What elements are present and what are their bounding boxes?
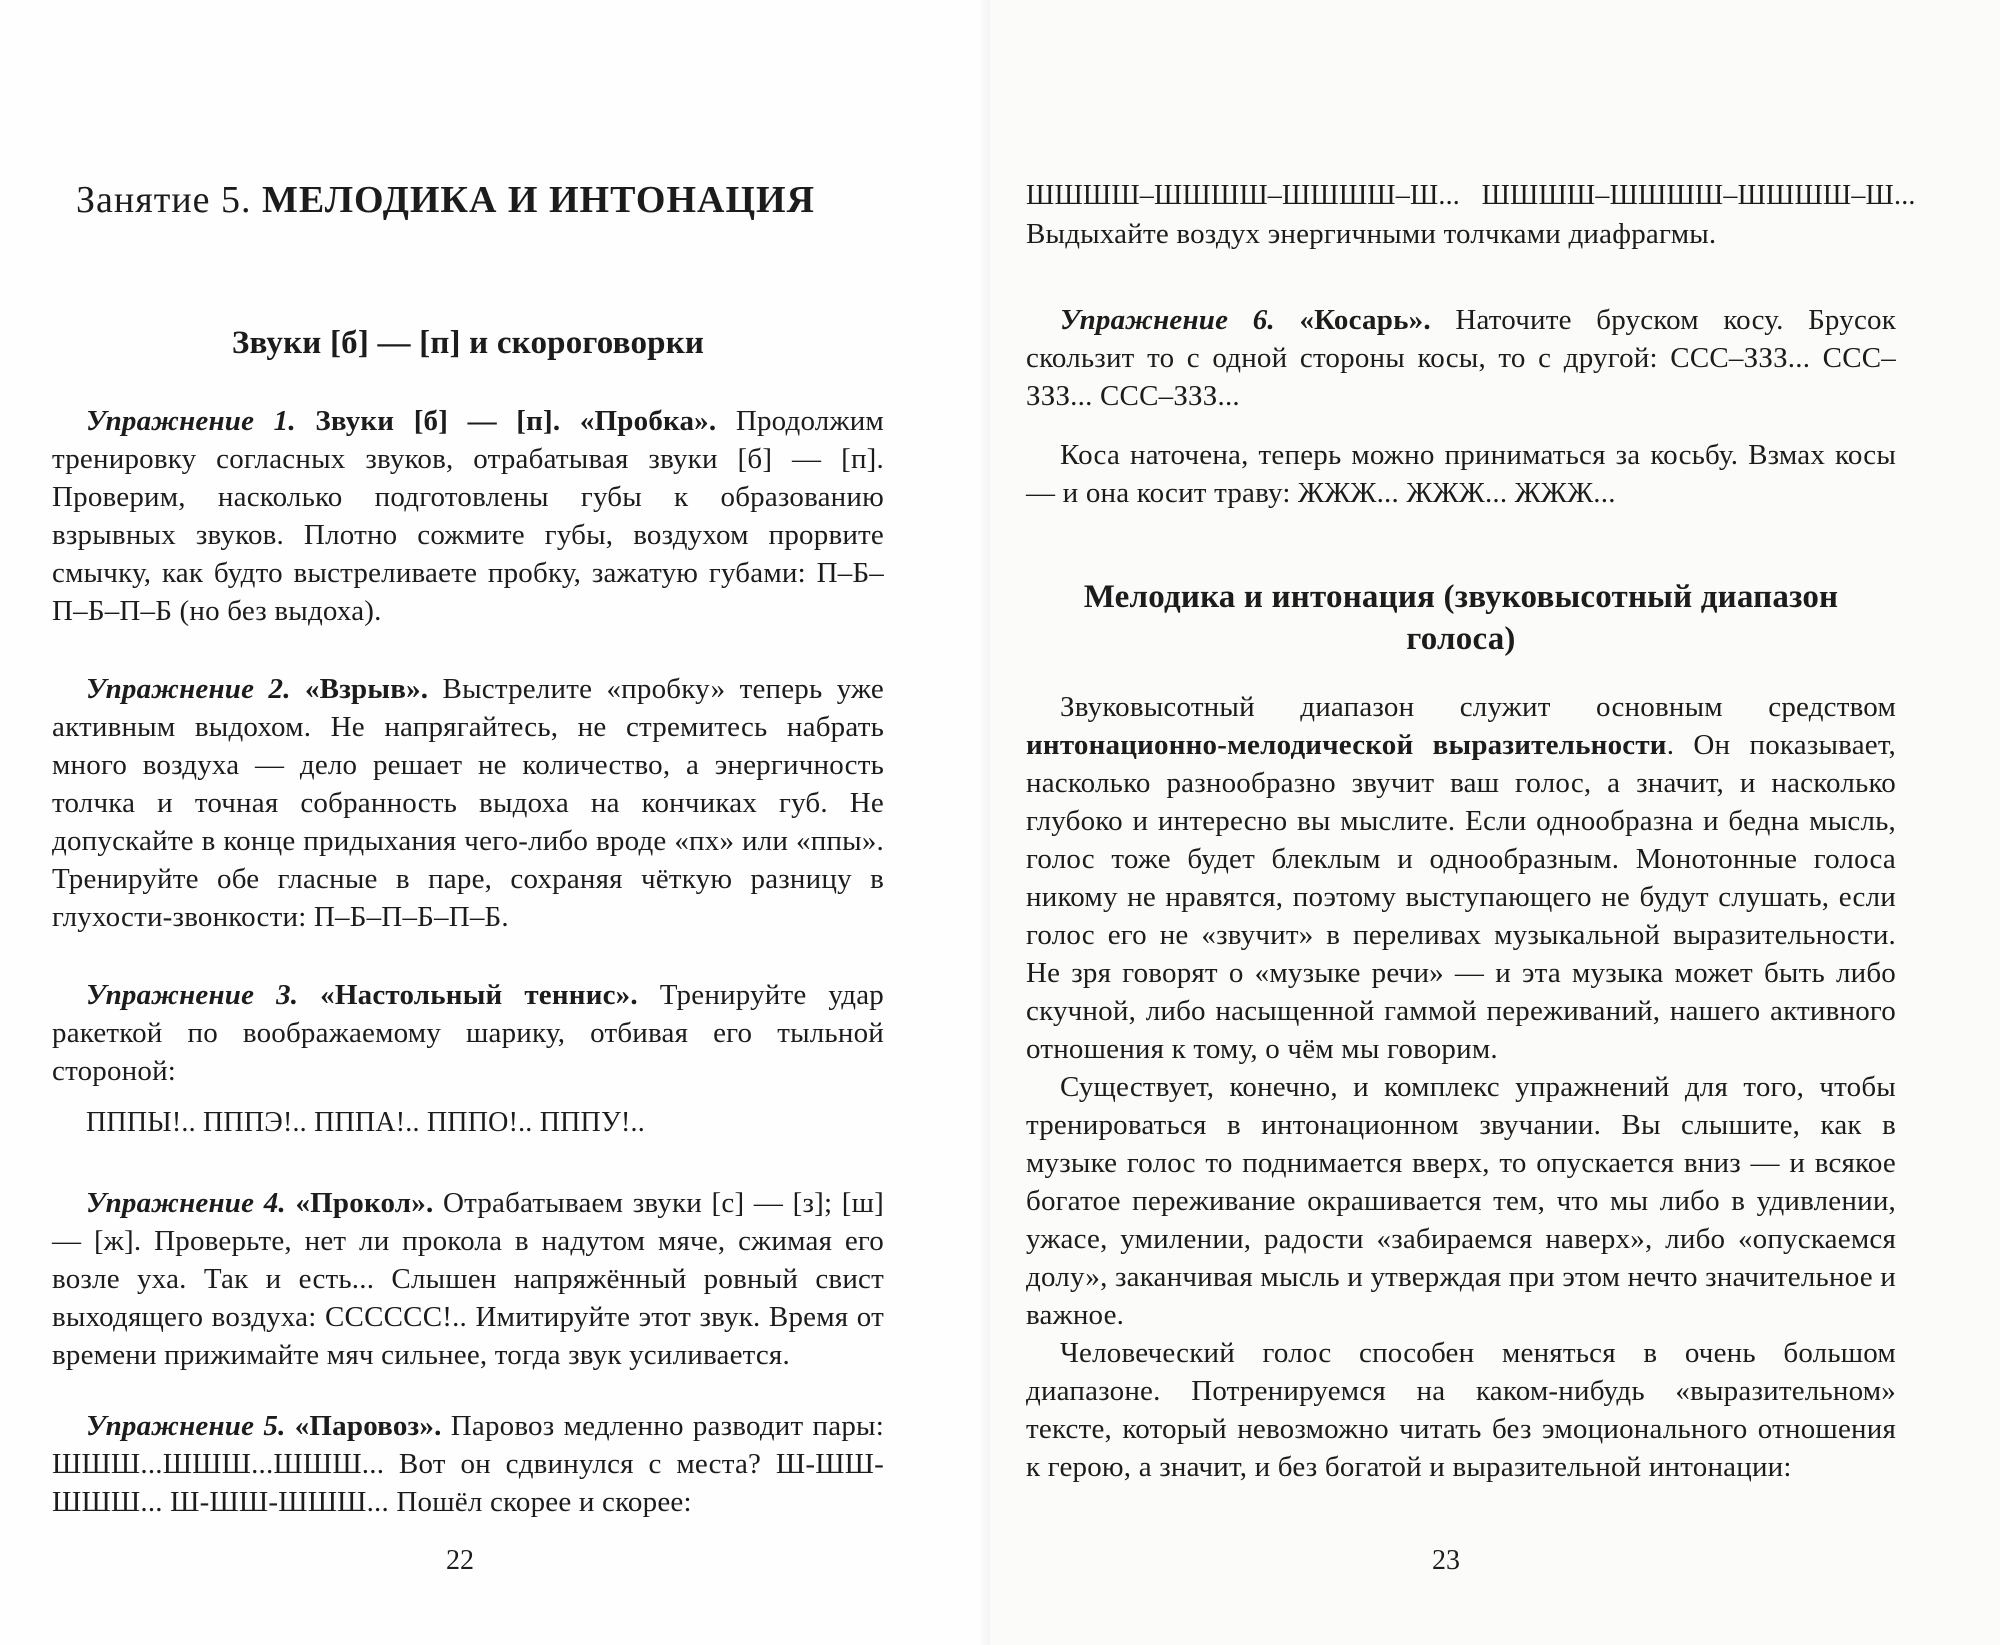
paragraph-exercises: Существует, конечно, и комплекс упражнений для того, чтобы тренироваться в интонационном звучании. Вы слышите, как в музыке голос то поднимается вверх, то опускается вниз — и всякое богатое переживание окрашивается тем, что мы либо в удивлении, ужасе, умилении, радости «забираемся наверх», либо «опускаемся долу», заканчивая мысль и утверждая при этом нечто значительное и важное. — [1026, 1071, 1896, 1331]
exercise-label: Упражнение 2. — [86, 673, 291, 705]
exercise-2 — [52, 670, 884, 936]
exercise-4 — [52, 1184, 884, 1374]
exercise-label: Упражнение 4. — [86, 1187, 286, 1219]
exercise-6 — [1026, 301, 1896, 415]
exercise-5-continuation — [1026, 177, 1916, 253]
section-title-melody: Мелодика и интонация (звуковысотный диапазон голоса) — [1083, 579, 1839, 657]
exercise-text: Продолжим тренировку согласных звуков, отрабатывая звуки [б] — [п]. Проверим, насколько подготовлены губы к образованию взрывных звуков. Плотно сожмите губы, воздухом прорвите смычку, как будто выстреливаете пробку, зажатую губами: П–Б–П–Б–П–Б (но без выдоха). — [52, 405, 884, 627]
page-number: 22 — [446, 1545, 474, 1576]
bold-term: интонационно-мелодической выразительности — [1026, 729, 1667, 761]
exercise-text: Наточите бруском косу. Брусок скользит то с одной стороны косы, то с другой: ССС–ЗЗЗ... ССС–ЗЗЗ... ССС–ЗЗЗ... — [1026, 304, 1897, 412]
exercise-3-sounds: ПППЫ!.. ПППЭ!.. ПППА!.. ПППО!.. ПППУ!.. — [86, 1107, 645, 1138]
exercise-3 — [52, 976, 884, 1090]
exercise-text: Выстрелите «пробку» теперь уже активным выдохом. Не напрягайтесь, не стремитесь набрать много воздуха — дело решает не количество, а энергичность толчка и точная собранность выдоха на кончиках губ. Не допускайте в конце придыхания чего-либо вроде «пх» или «ппы». Тренируйте обе гласные в паре, сохраняя чёткую разницу в глухости-звонкости: П–Б–П–Б–П–Б. — [52, 673, 884, 933]
exercise-name: «Взрыв». — [304, 673, 429, 705]
lesson-title-text: МЕЛОДИКА И ИНТОНАЦИЯ — [262, 179, 816, 221]
exercise-6-text2: Коса наточена, теперь можно приниматься за косьбу. Взмах косы — и она косит траву: ЖЖЖ... ЖЖЖ... ЖЖЖ... — [1026, 439, 1896, 509]
right-page — [990, 0, 2000, 1645]
exercise-label: Упражнение 3. — [86, 979, 299, 1011]
exercise-label: Упражнение 1. — [86, 405, 296, 437]
exercise-text: Паровоз медленно разводит пары: ШШШ...ШШШ...ШШШ... Вот он сдвинулся с места? Ш-ШШ-ШШШ... Ш-ШШ-ШШШ... Пошёл скорее и скорее: — [52, 1410, 884, 1518]
exercise-name: «Прокол». — [295, 1187, 434, 1219]
page-number: 23 — [1432, 1545, 1460, 1576]
lesson-prefix: Занятие 5. — [76, 179, 252, 221]
exercise-name: Звуки [б] — [п]. «Пробка». — [315, 405, 717, 437]
left-page — [0, 0, 990, 1645]
exercise-label: Упражнение 5. — [86, 1410, 286, 1442]
section-title-sounds: Звуки [б] — [п] и скороговорки — [231, 325, 705, 361]
exercise-name: «Паровоз». — [294, 1410, 442, 1442]
paragraph-voice: Человеческий голос способен меняться в очень большом диапазоне. Потренируемся на каком-нибудь «выразительном» тексте, который невозможно читать без эмоционального отношения к герою, а значит, и без богатой и выразительной интонации: — [1026, 1337, 1896, 1483]
exercise-text: Отрабатываем звуки [с] — [з]; [ш] — [ж]. Проверьте, нет ли прокола в надутом мяче, сжимая его возле уха. Так и есть... Слышен напряжённый ровный свист выходящего воздуха: СССССС!.. Имитируйте этот звук. Время от времени прижимайте мяч сильнее, тогда звук усиливается. — [52, 1187, 885, 1371]
exercise-5 — [52, 1407, 884, 1521]
exercise-name: «Косарь». — [1299, 304, 1431, 336]
exercise-label: Упражнение 6. — [1060, 304, 1275, 336]
paragraph-range: Звуковысотный диапазон служит основным средством интонационно-мелодической выразительности. Он показывает, насколько разнообразно звучит ваш голос, а значит, и насколько глубоко и интересно вы мыслите. Если однообразна и бедна мысль, голос тоже будет блеклым и однообразным. Монотонные голоса никому не нравятся, поэтому выступающего не будут слушать, если голос его не «звучит» в переливах музыкальной выразительности. Не зря говорят о «музыке речи» — и эта музыка может быть либо скучной, либо насыщенной гаммой переживаний, нашего активного отношения к тому, о чём мы говорим. Существует, конечно, и комплекс упражнений для того, чтобы тренироваться в интонационном звучании. Вы слышите, как в музыке голос то поднимается вверх, то опускается вниз — и всякое богатое переживание окрашивается тем, что мы либо в удивлении, ужасе, умилении, радости «забираемся наверх», либо «опускаемся долу», заканчивая мысль и утверждая при этом нечто значительное и важное. Человеческий голос способен меняться в очень большом диапазоне. Потренируемся на каком-нибудь «выразительном» тексте, который невозможно читать без эмоционального отношения к герою, а значит, и без богатой и выразительной интонации: — [1026, 688, 1896, 1486]
continued-sounds: ШШШШ–ШШШШ–ШШШШ–Ш... ШШШШ–ШШШШ–ШШШШ–Ш... — [1026, 180, 1916, 211]
exercise-1 — [52, 402, 884, 630]
lesson-title — [76, 178, 815, 222]
continued-text: Выдыхайте воздух энергичными толчками диафрагмы. — [1026, 218, 1717, 250]
exercise-text: Тренируйте удар ракеткой по воображаемому шарику, отбивая его тыльной стороной: — [52, 979, 884, 1087]
exercise-name: «Настольный теннис». — [320, 979, 638, 1011]
